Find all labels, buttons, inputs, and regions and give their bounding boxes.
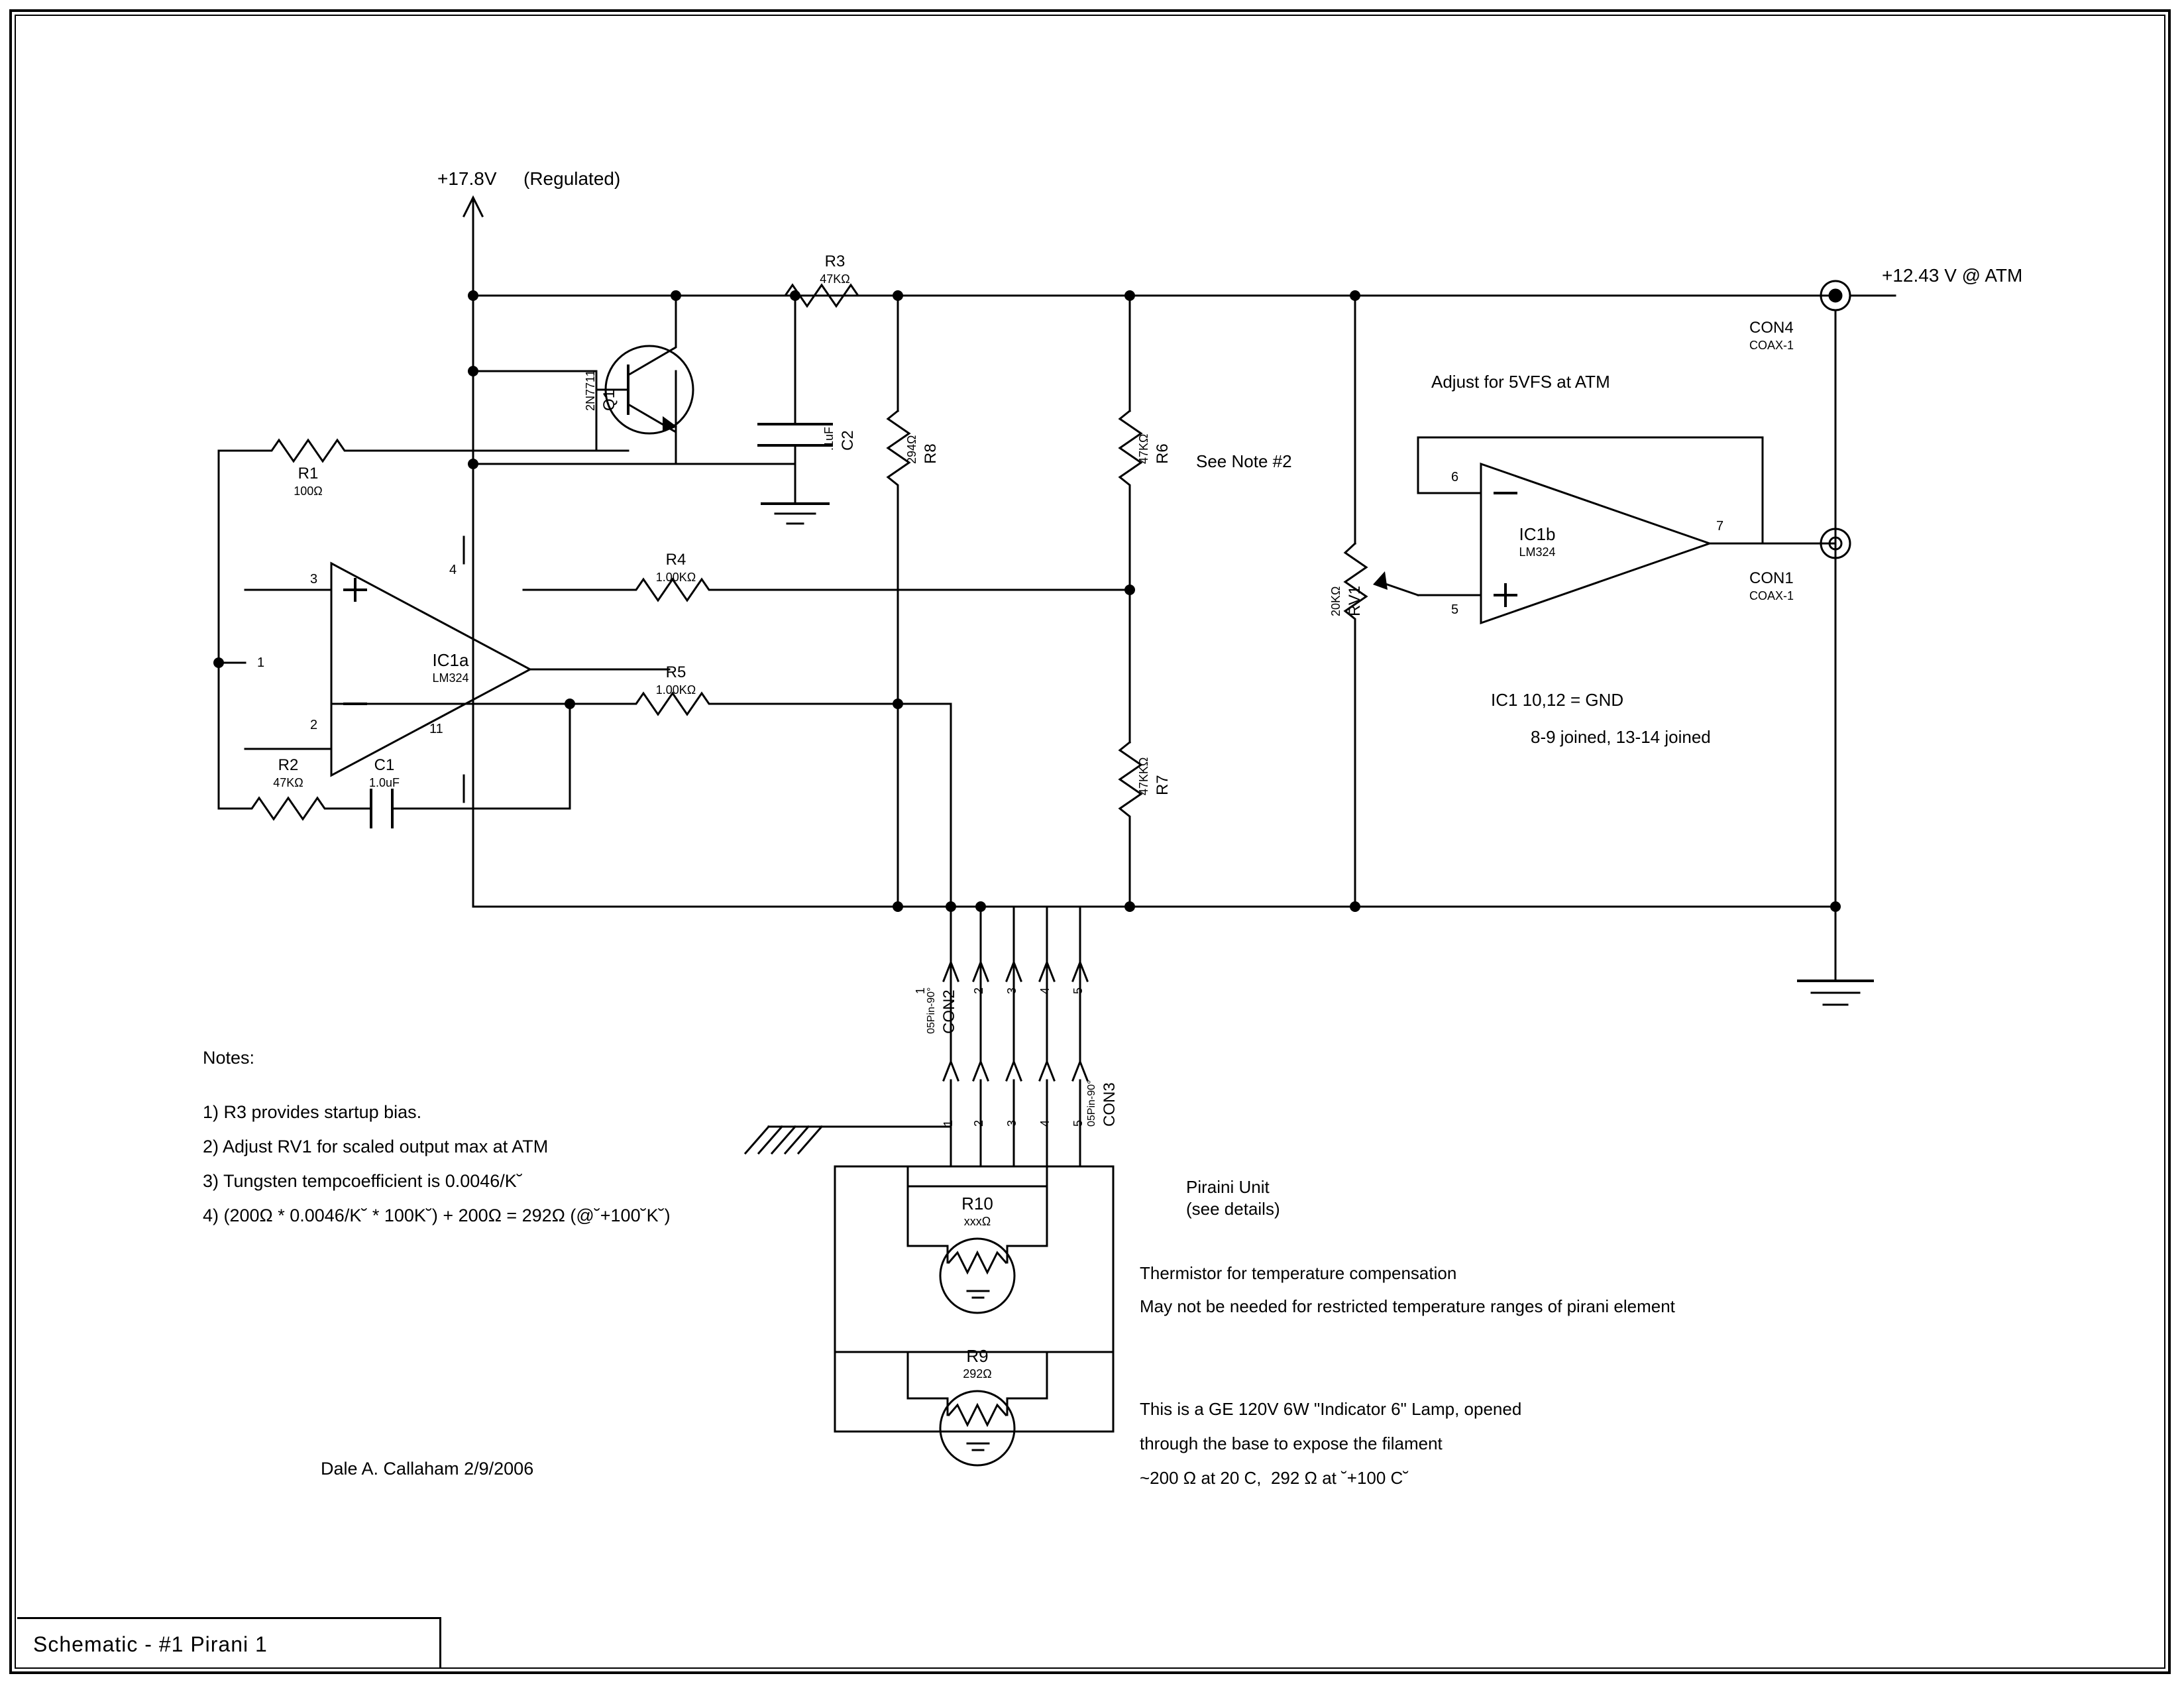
ic-gnd-note-2: 8-9 joined, 13-14 joined [1531, 727, 1711, 747]
component-value-R8: 294Ω [905, 435, 918, 464]
supply-regulated-note: (Regulated) [523, 168, 621, 189]
ic-gnd-note-1: IC1 10,12 = GND [1491, 690, 1624, 710]
component-value-C2: .1uF [822, 426, 836, 451]
con2-pin-5: 5 [1071, 987, 1085, 994]
component-value-R9: 292Ω [963, 1367, 992, 1380]
con2-type: 05Pin-90° [926, 987, 937, 1034]
component-value-R4: 1.00KΩ [655, 571, 696, 584]
see-note-2-label: See Note #2 [1196, 451, 1292, 471]
ic1a-value: LM324 [432, 671, 469, 685]
note-item-3: 3) Tungsten tempcoefficient is 0.0046/K˘ [203, 1171, 523, 1191]
ic1b-pin-7: 7 [1716, 519, 1724, 534]
author-label: Dale A. Callaham 2/9/2006 [321, 1459, 534, 1479]
component-ref-R4: R4 [665, 551, 686, 569]
con2-pin-2: 2 [972, 987, 985, 994]
note-item-2: 2) Adjust RV1 for scaled output max at ATM [203, 1137, 549, 1156]
lamp-note-3: ~200 Ω at 20 C, 292 Ω at ˘+100 C˘ [1140, 1468, 1409, 1488]
ic1a-pin-4: 4 [449, 563, 457, 577]
component-value-R3: 47KΩ [820, 272, 850, 286]
con3-name: CON3 [1101, 1082, 1119, 1127]
note-item-1: 1) R3 provides startup bias. [203, 1102, 422, 1122]
ic1a-pin-11: 11 [429, 722, 443, 736]
component-value-R1: 100Ω [294, 484, 323, 498]
component-ref-Q1: Q1 [600, 389, 618, 411]
adjust-note-label: Adjust for 5VFS at ATM [1431, 372, 1610, 392]
component-ref-R9: R9 [966, 1346, 989, 1366]
lamp-note-1: This is a GE 120V 6W "Indicator 6" Lamp, opened [1140, 1399, 1522, 1419]
component-ref-R8: R8 [922, 443, 940, 464]
component-ref-RV1: RV1 [1346, 585, 1364, 616]
con4-name: CON4 [1749, 319, 1794, 337]
title-block-label: Schematic - #1 Pirani 1 [33, 1632, 268, 1656]
component-value-R2: 47KΩ [273, 776, 303, 789]
con2-pin-4: 4 [1038, 987, 1052, 994]
component-value-RV1: 20KΩ [1329, 586, 1342, 616]
thermistor-note-1: Thermistor for temperature compensation [1140, 1263, 1457, 1283]
component-ref-R2: R2 [278, 756, 299, 774]
ic1a-pin-3: 3 [310, 572, 318, 587]
ic1b-pin-5: 5 [1451, 602, 1459, 617]
ic1b-pin-6: 6 [1451, 470, 1459, 484]
con3-pin-2: 2 [972, 1119, 985, 1127]
component-ref-R3: R3 [824, 253, 846, 270]
component-ref-R1: R1 [298, 465, 319, 482]
con1-name: CON1 [1749, 569, 1794, 587]
pirani-unit-label-1: Piraini Unit [1186, 1177, 1270, 1197]
ic1a-pin-1: 1 [257, 655, 265, 670]
note-item-4: 4) (200Ω * 0.0046/K˘ * 100K˘) + 200Ω = 292Ω (@˘+100˘K˘) [203, 1206, 671, 1225]
con3-pin-5: 5 [1071, 1119, 1085, 1127]
ic1b-value: LM324 [1519, 545, 1556, 559]
component-ref-R7: R7 [1154, 775, 1172, 795]
con2-pin-3: 3 [1005, 987, 1018, 994]
con3-type: 05Pin-90° [1086, 1080, 1097, 1127]
con2-pin-1: 1 [914, 987, 927, 994]
component-value-R10: xxxΩ [963, 1215, 991, 1228]
component-value-R7: 47KKΩ [1137, 757, 1150, 795]
notes-heading: Notes: [203, 1048, 255, 1068]
component-ref-R10: R10 [961, 1194, 993, 1213]
pirani-unit-label-2: (see details) [1186, 1199, 1280, 1219]
con3-pin-1: 1 [942, 1119, 955, 1127]
component-ref-R6: R6 [1154, 443, 1172, 464]
component-ref-R5: R5 [665, 663, 686, 681]
title-block [17, 1617, 441, 1667]
con2-name: CON2 [940, 989, 958, 1034]
supply-voltage-label: +17.8V [437, 168, 497, 189]
con3-pin-3: 3 [1005, 1119, 1018, 1127]
component-ref-C1: C1 [374, 756, 395, 774]
con3-pin-4: 4 [1038, 1119, 1052, 1127]
ic1b-ref: IC1b [1519, 524, 1556, 544]
con1-type: COAX-1 [1749, 589, 1794, 602]
component-value-R5: 1.00KΩ [655, 683, 696, 697]
atm-output-label: +12.43 V @ ATM [1882, 265, 2023, 286]
component-value-C1: 1.0uF [368, 776, 400, 789]
con4-type: COAX-1 [1749, 339, 1794, 352]
component-value-R6: 47KΩ [1137, 433, 1150, 464]
lamp-note-2: through the base to expose the filament [1140, 1433, 1443, 1453]
ic1a-pin-2: 2 [310, 718, 318, 732]
drawing-frame-inner [15, 15, 2165, 1669]
ic1a-ref: IC1a [432, 650, 469, 670]
thermistor-note-2: May not be needed for restricted temperature ranges of pirani element [1140, 1296, 1675, 1316]
component-value-Q1: 2N7711 [584, 370, 597, 411]
component-ref-C2: C2 [839, 430, 857, 451]
